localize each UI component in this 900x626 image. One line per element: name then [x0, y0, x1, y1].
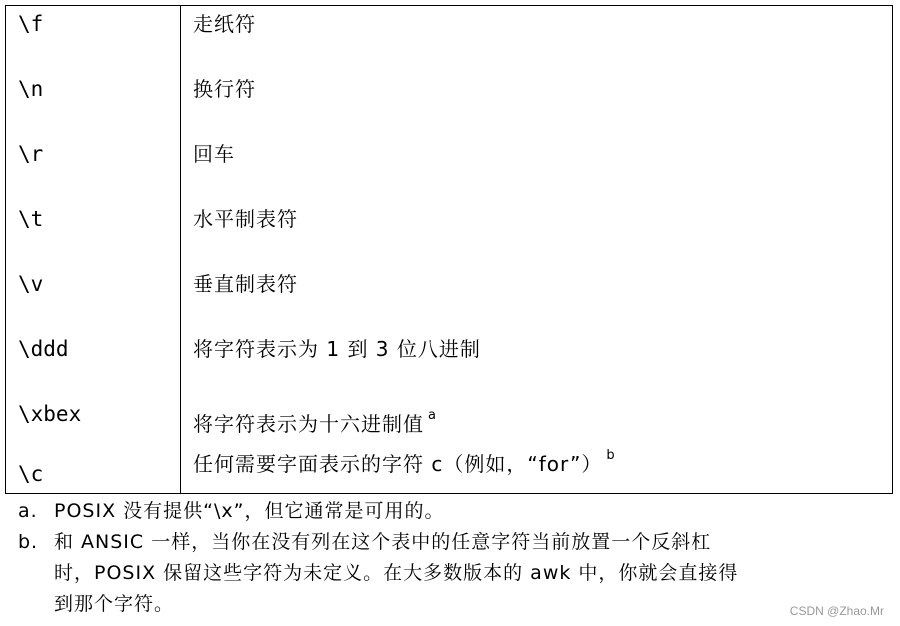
footnote-b	[18, 527, 898, 620]
footnote-text-a: POSIX 没有提供“\x”，但它通常是可用的。	[54, 500, 445, 522]
desc-cell-xbex	[193, 408, 437, 440]
footnote-text-b-line1: 和 ANSIC 一样，当你在没有列在这个表中的任意字符当前放置一个反斜杠	[54, 531, 712, 553]
desc-text-xbex: 将字符表示为十六进制值	[193, 412, 424, 436]
column-divider	[180, 6, 181, 493]
footnote-marker-b: b	[606, 448, 616, 463]
desc-cell-f: 走纸符	[193, 12, 256, 36]
footnote-text-b-line3: 到那个字符。	[54, 593, 175, 615]
csdn-watermark: CSDN @Zhao.Mr	[789, 604, 884, 618]
code-cell-n: \n	[18, 77, 44, 101]
desc-cell-r: 回车	[193, 142, 235, 166]
footnote-text-b-line2: 时，POSIX 保留这些字符为未定义。在大多数版本的 awk 中，你就会直接得	[54, 562, 739, 584]
code-cell-v: \v	[18, 272, 44, 296]
desc-cell-ddd: 将字符表示为 1 到 3 位八进制	[193, 337, 481, 361]
footnote-marker-a: a	[428, 408, 437, 423]
escape-sequence-table	[5, 5, 893, 494]
code-cell-r: \r	[18, 142, 44, 166]
footnote-label-b: b.	[18, 531, 39, 553]
footnote-label-a: a.	[18, 500, 38, 522]
desc-cell-t: 水平制表符	[193, 207, 298, 231]
desc-text-c: 任何需要字面表示的字符 c（例如，“for”）	[193, 452, 603, 476]
desc-cell-v: 垂直制表符	[193, 272, 298, 296]
code-cell-t: \t	[18, 207, 44, 231]
footnote-a	[18, 496, 898, 527]
code-cell-f: \f	[18, 12, 44, 36]
code-cell-c: \c	[18, 462, 44, 486]
footnotes	[18, 496, 898, 620]
code-cell-xbex: \xbex	[18, 402, 82, 426]
code-cell-ddd: \ddd	[18, 337, 69, 361]
desc-cell-c	[193, 448, 616, 480]
desc-cell-n: 换行符	[193, 77, 256, 101]
